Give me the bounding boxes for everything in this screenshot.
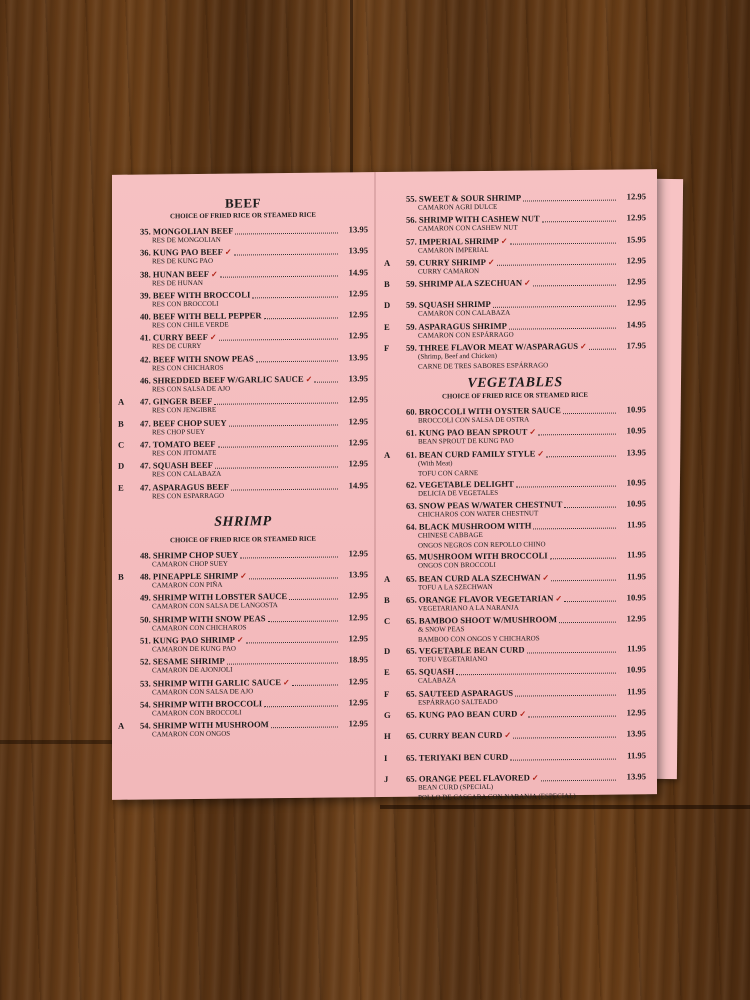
menu-item-name: 38. HUNAN BEEF ✓ xyxy=(140,268,218,280)
menu-item-translation: RES CON CHICHAROS xyxy=(152,363,224,373)
menu-item-translation: CAMARON CON CASHEW NUT xyxy=(418,223,518,233)
table-board-seam xyxy=(380,805,750,809)
menu-item-name: 65. MUSHROOM WITH BROCCOLI xyxy=(406,550,548,563)
menu-right-column xyxy=(384,191,646,804)
menu-item-variant-letter: B xyxy=(384,279,390,290)
menu-item-name: 65. TERIYAKI BEN CURD xyxy=(406,751,509,763)
menu-item-translation: CAMARON CHOP SUEY xyxy=(152,559,228,569)
menu-item-price: 12.95 xyxy=(348,309,368,320)
menu-item-variant-letter: H xyxy=(384,731,391,742)
menu-item-translation: ESPÁRRAGO SALTEADO xyxy=(418,697,498,707)
menu-item-price: 10.95 xyxy=(626,592,646,603)
menu-item xyxy=(384,750,646,774)
menu-item-translation: & SNOW PEAS xyxy=(418,625,465,634)
menu-item xyxy=(118,591,368,615)
spicy-pepper-icon: ✓ xyxy=(238,571,247,581)
menu-item-price: 13.95 xyxy=(626,728,646,739)
menu-item-variant-letter: D xyxy=(384,646,391,657)
menu-item xyxy=(384,665,646,689)
price-leader-dots xyxy=(215,467,338,469)
menu-item-price: 12.95 xyxy=(348,415,368,427)
menu-item xyxy=(118,437,368,461)
menu-item-translation: RES CON CALABAZA xyxy=(152,469,222,479)
menu-item xyxy=(384,213,646,237)
menu-item-variant-letter: J xyxy=(384,773,389,784)
menu-item xyxy=(118,416,368,440)
menu-item-translation: (With Meat) xyxy=(418,458,453,468)
price-leader-dots xyxy=(456,673,616,676)
menu-item-name: 50. SHRIMP WITH SNOW PEAS xyxy=(140,612,266,625)
menu-item-price: 10.95 xyxy=(626,664,646,675)
menu-item-price: 12.95 xyxy=(626,613,646,624)
menu-item-translation: RES DE MONGOLIAN xyxy=(152,235,221,245)
menu-item-price: 12.95 xyxy=(348,611,368,623)
price-leader-dots xyxy=(271,727,338,729)
menu-item-price: 12.95 xyxy=(348,590,368,601)
menu-item-name: 59. THREE FLAVOR MEAT W/ASPARAGUS ✓ xyxy=(406,341,587,353)
menu-item xyxy=(384,340,646,373)
menu-item-name: 65. KUNG PAO BEAN CURD ✓ xyxy=(406,708,527,720)
menu-item xyxy=(384,298,646,322)
menu-item-name: 61. KUNG PAO BEAN SPROUT ✓ xyxy=(406,426,537,439)
menu-item-translation: CHINESE CABBAGE xyxy=(418,531,483,540)
menu-item xyxy=(384,404,646,428)
menu-item-price: 10.95 xyxy=(626,498,646,509)
menu-item-name: 35. MONGOLIAN BEEF xyxy=(140,225,234,237)
price-leader-dots xyxy=(220,275,338,277)
menu-item-name: 60. BROCCOLI WITH OYSTER SAUCE xyxy=(406,405,561,417)
menu-item-name: 65. ORANGE FLAVOR VEGETARIAN ✓ xyxy=(406,593,563,605)
menu-item-name: 65. CURRY BEAN CURD ✓ xyxy=(406,730,512,742)
menu-item-translation: CAMARON CON CHICHAROS xyxy=(152,623,247,633)
menu-item-translation: RES DE KUNG PAO xyxy=(152,257,214,266)
menu-item-translation: CALABAZA xyxy=(418,676,457,686)
menu-item-translation: CAMARON CON SALSA DE LANGOSTA xyxy=(152,601,278,611)
menu-item-translation-line2: BAMBOO CON ONGOS Y CHICHAROS xyxy=(418,634,540,644)
menu-item-translation: CAMARON IMPERIAL xyxy=(418,245,489,255)
menu-item xyxy=(384,191,646,215)
menu-item-translation: RES DE HUNAN xyxy=(152,278,203,288)
menu-item xyxy=(118,224,368,248)
menu-item-price: 13.95 xyxy=(348,569,368,580)
menu-item-variant-letter: C xyxy=(118,439,125,450)
menu-item xyxy=(118,480,368,504)
menu-item xyxy=(384,234,646,258)
menu-item-name: 59. SQUASH SHRIMP xyxy=(406,299,491,311)
vegetables-section-title: VEGETABLES xyxy=(467,375,563,392)
menu-item-price: 12.95 xyxy=(626,297,646,308)
menu-item-translation: CAMARON CON BROCCOLI xyxy=(152,708,242,718)
menu-item xyxy=(384,319,646,343)
menu-item-price: 18.95 xyxy=(348,654,368,665)
menu-item-variant-letter: A xyxy=(118,397,125,408)
price-leader-dots xyxy=(227,663,338,665)
price-leader-dots xyxy=(234,254,338,256)
menu-item-translation: RES CON JITOMATE xyxy=(152,448,217,458)
menu-item-translation: (Shrimp, Beef and Chicken) xyxy=(418,351,497,361)
menu-item-variant-letter: D xyxy=(384,300,391,311)
menu-item-translation: DELICIA DE VEGETALES xyxy=(418,488,499,498)
menu-item-variant-letter: B xyxy=(118,571,124,582)
menu-item-translation: CAMARON DE KUNG PAO xyxy=(152,644,236,654)
menu-item-translation: BEAN SPROUT DE KUNG PAO xyxy=(418,437,514,447)
menu-item-translation: BROCCOLI CON SALSA DE OSTRA xyxy=(418,415,530,425)
menu-item-translation: CAMARON CON PIÑA xyxy=(152,580,223,590)
menu-item xyxy=(384,571,646,595)
menu-item-translation: ONGOS CON BROCCOLI xyxy=(418,561,496,570)
menu-item-name: 47. BEEF CHOP SUEY xyxy=(140,417,227,429)
menu-item xyxy=(384,520,646,553)
price-leader-dots xyxy=(235,232,338,234)
menu-item-price: 13.95 xyxy=(348,351,368,363)
menu-item-name: 48. SHRIMP CHOP SUEY xyxy=(140,549,239,561)
menu-item-price: 11.95 xyxy=(627,749,646,761)
price-leader-dots xyxy=(256,360,338,362)
spicy-pepper-icon: ✓ xyxy=(553,593,563,604)
table-board-seam xyxy=(350,0,353,175)
menu-item-variant-letter: E xyxy=(118,482,124,493)
menu-item-translation: CAMARON AGRI DULCE xyxy=(418,202,498,212)
menu-item-translation: CAMARON CON ESPÁRRAGO xyxy=(418,330,514,340)
price-leader-dots xyxy=(528,716,616,718)
menu-item xyxy=(384,771,646,804)
menu-item xyxy=(118,267,368,291)
menu-item xyxy=(384,613,646,646)
menu-item-translation: RES CON ESPARRAGO xyxy=(152,491,225,500)
menu-item xyxy=(118,612,368,636)
menu-item-name: 51. KUNG PAO SHRIMP ✓ xyxy=(140,634,244,646)
price-leader-dots xyxy=(523,200,616,202)
menu-item-translation-line2: POLLO DE CASCARA CON NARANJA (ESPECIAL) xyxy=(418,791,576,802)
menu-item-translation: CAMARON CON SALSA DE AJO xyxy=(152,687,254,697)
menu-item xyxy=(118,633,368,657)
menu-item-price: 12.95 xyxy=(626,212,646,223)
menu-item-name: 53. SHRIMP WITH GARLIC SAUCE ✓ xyxy=(140,676,290,689)
menu-item-name: 65. BAMBOO SHOOT W/MUSHROOM xyxy=(406,614,558,626)
price-leader-dots xyxy=(246,642,338,644)
menu-item xyxy=(384,447,646,480)
menu-item-name: 47. SQUASH BEEF xyxy=(140,460,213,471)
menu-item-translation: BEAN CURD (SPECIAL) xyxy=(418,782,494,792)
menu-item-name: 62. VEGETABLE DELIGHT xyxy=(406,478,514,490)
menu-item-price: 13.95 xyxy=(348,245,368,256)
spicy-pepper-icon: ✓ xyxy=(522,278,531,288)
price-leader-dots xyxy=(493,306,616,308)
price-leader-dots xyxy=(516,485,616,487)
beef-item-list xyxy=(118,224,368,503)
menu-item-price: 12.95 xyxy=(348,458,368,469)
menu-item-name: 46. SHREDDED BEEF W/GARLIC SAUCE ✓ xyxy=(140,373,313,386)
menu-item-variant-letter: A xyxy=(384,573,391,584)
menu-item-translation-line2: CARNE DE TRES SABORES ESPÁRRAGO xyxy=(418,361,549,371)
menu-item-name: 59. ASPARAGUS SHRIMP xyxy=(406,320,507,332)
menu-item xyxy=(118,395,368,419)
spicy-pepper-icon: ✓ xyxy=(234,635,244,645)
menu-item xyxy=(118,548,368,572)
menu-item-price: 13.95 xyxy=(626,771,646,782)
price-leader-dots xyxy=(564,507,616,509)
menu-item xyxy=(118,569,368,593)
menu-item-translation-line2: ONGOS NEGROS CON REPOLLO CHINO xyxy=(418,540,546,550)
shrimp-section-subtitle: CHOICE OF FRIED RICE OR STEAMED RICE xyxy=(170,535,316,545)
menu-item-name: 42. BEEF WITH SNOW PEAS xyxy=(140,353,254,365)
shrimp-item-list xyxy=(118,548,368,742)
menu-item-variant-letter: E xyxy=(384,321,390,332)
menu-item xyxy=(118,245,368,269)
menu-item-name: 65. SAUTEED ASPARAGUS xyxy=(406,687,514,699)
menu-item-name: 54. SHRIMP WITH BROCCOLI xyxy=(140,698,263,710)
menu-item-translation-line2: TOFU CON CARNE xyxy=(418,468,479,478)
menu-item-price: 12.95 xyxy=(348,697,368,708)
price-leader-dots xyxy=(538,434,616,436)
menu-item-price: 12.95 xyxy=(626,255,646,266)
menu-item-variant-letter: I xyxy=(384,752,388,763)
menu-item xyxy=(384,707,646,731)
menu-item-translation: TOFU VEGETARIANO xyxy=(418,655,488,664)
menu-item-price: 11.95 xyxy=(627,686,646,697)
price-leader-dots xyxy=(541,780,616,782)
menu-item-translation: CAMARON CON CALABAZA xyxy=(418,309,511,319)
spicy-pepper-icon: ✓ xyxy=(485,257,495,267)
price-leader-dots xyxy=(268,620,338,622)
price-leader-dots xyxy=(513,737,616,739)
menu-item-name: 36. KUNG PAO BEEF ✓ xyxy=(140,246,232,258)
menu-item-translation: CURRY CAMARON xyxy=(418,266,480,276)
spicy-pepper-icon: ✓ xyxy=(222,247,232,257)
menu-item-price: 11.95 xyxy=(627,549,646,560)
menu-item-name: 64. BLACK MUSHROOM WITH xyxy=(406,520,532,533)
spicy-pepper-icon: ✓ xyxy=(529,773,539,783)
menu-item-translation: CHICHAROS CON WATER CHESTNUT xyxy=(418,509,539,519)
price-leader-dots xyxy=(292,684,338,685)
spicy-pepper-icon: ✓ xyxy=(527,427,537,437)
spicy-pepper-icon: ✓ xyxy=(209,269,218,279)
price-leader-dots xyxy=(314,382,338,383)
price-leader-dots xyxy=(533,285,616,287)
menu-item-name: 39. BEEF WITH BROCCOLI xyxy=(140,289,251,301)
vegetables-item-list xyxy=(384,404,646,804)
menu-item-price: 12.95 xyxy=(626,191,646,202)
menu-fold-line xyxy=(374,172,376,797)
price-leader-dots xyxy=(546,455,616,457)
menu-item xyxy=(384,426,646,450)
menu-item-translation: RES CON SALSA DE AJO xyxy=(152,384,231,394)
menu-item-translation: RES CON BROCCOLI xyxy=(152,299,219,309)
price-leader-dots xyxy=(264,318,338,320)
menu-item-price: 13.95 xyxy=(348,373,368,384)
menu-item xyxy=(384,686,646,710)
price-leader-dots xyxy=(559,622,616,624)
menu-item-price: 14.95 xyxy=(348,266,368,277)
price-leader-dots xyxy=(510,758,616,760)
menu-item-translation: TOFU A LA SZECHWAN xyxy=(418,582,493,592)
menu-item-price: 10.95 xyxy=(626,425,646,436)
menu-item-price: 14.95 xyxy=(626,319,646,330)
menu-item xyxy=(384,276,646,300)
menu-item-name: 65. SQUASH xyxy=(406,666,455,678)
price-leader-dots xyxy=(589,349,616,350)
price-leader-dots xyxy=(231,488,338,490)
menu-item-name: 65. VEGETABLE BEAN CURD xyxy=(406,644,525,656)
menu-item xyxy=(118,697,368,721)
menu-item-price: 12.95 xyxy=(348,633,368,644)
price-leader-dots xyxy=(264,705,338,707)
menu-item-name: 41. CURRY BEEF ✓ xyxy=(140,332,217,344)
menu-item-name: 63. SNOW PEAS W/WATER CHESTNUT xyxy=(406,499,563,511)
menu-item-price: 10.95 xyxy=(626,476,646,488)
price-leader-dots xyxy=(550,558,616,560)
price-leader-dots xyxy=(214,403,338,405)
menu-item-price: 12.95 xyxy=(626,276,646,287)
price-leader-dots xyxy=(510,242,616,244)
menu-item-name: 56. SHRIMP WITH CASHEW NUT xyxy=(406,213,540,226)
price-leader-dots xyxy=(509,327,616,329)
menu-item-variant-letter: A xyxy=(384,449,391,460)
menu-item-price: 12.95 xyxy=(626,707,646,718)
menu-item xyxy=(384,498,646,522)
price-leader-dots xyxy=(527,652,616,654)
menu-item-price: 11.95 xyxy=(627,643,646,654)
menu-item xyxy=(384,255,646,279)
menu-item-price: 14.95 xyxy=(348,479,368,490)
menu-item-price: 12.95 xyxy=(348,437,368,448)
menu-item-name: 57. IMPERIAL SHRIMP ✓ xyxy=(406,235,508,247)
menu-item-variant-letter: B xyxy=(384,594,390,605)
menu-item xyxy=(384,550,646,574)
menu-item-price: 12.95 xyxy=(348,548,368,559)
spicy-pepper-icon: ✓ xyxy=(535,449,545,459)
vegetables-section-subtitle: CHOICE OF FRIED RICE OR STEAMED RICE xyxy=(442,391,588,401)
spicy-pepper-icon: ✓ xyxy=(280,677,290,687)
menu-item xyxy=(118,352,368,376)
price-leader-dots xyxy=(563,413,616,415)
price-leader-dots xyxy=(515,694,616,696)
menu-item-variant-letter: E xyxy=(384,667,390,678)
table-board-seam xyxy=(0,740,115,744)
menu-item xyxy=(118,331,368,355)
menu-item-variant-letter: A xyxy=(384,257,391,268)
menu-item-name: 54. SHRIMP WITH MUSHROOM xyxy=(140,719,269,731)
menu-item xyxy=(384,729,646,753)
menu-item-variant-letter: G xyxy=(384,709,391,721)
spicy-pepper-icon: ✓ xyxy=(498,236,508,246)
price-leader-dots xyxy=(219,339,338,341)
spicy-pepper-icon: ✓ xyxy=(540,572,550,582)
menu-item xyxy=(384,592,646,616)
menu-page xyxy=(112,169,657,800)
menu-item xyxy=(384,477,646,501)
menu-item-name: 59. SHRIMP ALA SZECHUAN ✓ xyxy=(406,277,531,289)
menu-item-translation: VEGETARIANO A LA NARANJA xyxy=(418,603,519,613)
spicy-pepper-icon: ✓ xyxy=(502,731,512,741)
menu-item-price: 13.95 xyxy=(626,446,646,458)
menu-item xyxy=(118,676,368,700)
price-leader-dots xyxy=(240,556,338,558)
menu-item-price: 10.95 xyxy=(626,404,646,415)
menu-item-price: 12.95 xyxy=(348,718,368,729)
menu-item-price: 12.95 xyxy=(348,330,368,341)
menu-item-variant-letter: D xyxy=(118,460,125,472)
menu-item-translation: RES CON JENGIBRE xyxy=(152,406,217,415)
price-leader-dots xyxy=(252,296,338,298)
price-leader-dots xyxy=(542,221,616,223)
menu-item-name: 49. SHRIMP WITH LOBSTER SAUCE xyxy=(140,591,288,604)
menu-item-price: 11.95 xyxy=(627,570,646,582)
menu-item-name: 65. ORANGE PEEL FLAVORED ✓ xyxy=(406,772,539,784)
menu-item-name: 47. ASPARAGUS BEEF xyxy=(140,481,229,493)
menu-item xyxy=(118,309,368,333)
menu-item-variant-letter: C xyxy=(384,616,391,627)
price-leader-dots xyxy=(218,445,338,447)
menu-item-translation: RES CON CHILE VERDE xyxy=(152,320,229,330)
price-leader-dots xyxy=(551,579,616,581)
spicy-pepper-icon: ✓ xyxy=(577,341,587,352)
menu-item-variant-letter: A xyxy=(118,720,125,732)
menu-item-price: 11.95 xyxy=(627,519,646,530)
menu-item-translation: RES CHOP SUEY xyxy=(152,427,206,437)
menu-item-variant-letter: B xyxy=(118,418,124,429)
price-leader-dots xyxy=(249,578,338,580)
menu-item xyxy=(384,643,646,667)
menu-item-name: 65. BEAN CURD ALA SZECHWAN ✓ xyxy=(406,571,550,584)
menu-item-name: 52. SESAME SHRIMP xyxy=(140,656,225,667)
menu-item-name: 61. BEAN CURD FAMILY STYLE ✓ xyxy=(406,448,545,460)
menu-item-translation: CAMARON DE AJONJOLI xyxy=(152,665,233,675)
menu-item-name: 48. PINEAPPLE SHRIMP ✓ xyxy=(140,570,247,582)
menu-item-name: 55. SWEET & SOUR SHRIMP xyxy=(406,192,522,204)
price-leader-dots xyxy=(533,528,616,530)
menu-item-price: 12.95 xyxy=(348,675,368,687)
menu-item-variant-letter: F xyxy=(384,688,390,699)
menu-left-column xyxy=(118,194,368,742)
menu-item-name: 47. GINGER BEEF xyxy=(140,396,213,407)
price-leader-dots xyxy=(289,599,338,601)
menu-item-price: 15.95 xyxy=(626,233,646,245)
menu-item-name: 59. CURRY SHRIMP ✓ xyxy=(406,256,495,268)
spicy-pepper-icon: ✓ xyxy=(303,374,313,384)
shrimp-section-title: SHRIMP xyxy=(214,514,272,530)
menu-item xyxy=(118,373,368,397)
menu-item-translation: RES DE CURRY xyxy=(152,342,202,351)
beef-section-subtitle: CHOICE OF FRIED RICE OR STEAMED RICE xyxy=(170,211,316,221)
menu-item-price: 12.95 xyxy=(348,394,368,405)
menu-item-variant-letter: F xyxy=(384,343,390,354)
menu-item-name: 40. BEEF WITH BELL PEPPER xyxy=(140,310,262,322)
shrimp-continued-item-list xyxy=(384,191,646,373)
menu-item-price: 12.95 xyxy=(348,288,368,299)
menu-item-name: 47. TOMATO BEEF xyxy=(140,438,216,450)
spicy-pepper-icon: ✓ xyxy=(517,709,527,719)
menu-item-price: 17.95 xyxy=(626,340,646,351)
menu-item-price: 13.95 xyxy=(348,224,368,235)
menu-item xyxy=(118,655,368,679)
price-leader-dots xyxy=(229,424,338,426)
beef-section-title: BEEF xyxy=(225,195,261,211)
menu-item-translation: CAMARON CON ONGOS xyxy=(152,729,231,739)
menu-item xyxy=(118,718,368,742)
price-leader-dots xyxy=(497,263,616,265)
price-leader-dots xyxy=(564,600,616,602)
menu-item xyxy=(118,458,368,482)
spicy-pepper-icon: ✓ xyxy=(207,333,217,343)
menu-item xyxy=(118,288,368,312)
